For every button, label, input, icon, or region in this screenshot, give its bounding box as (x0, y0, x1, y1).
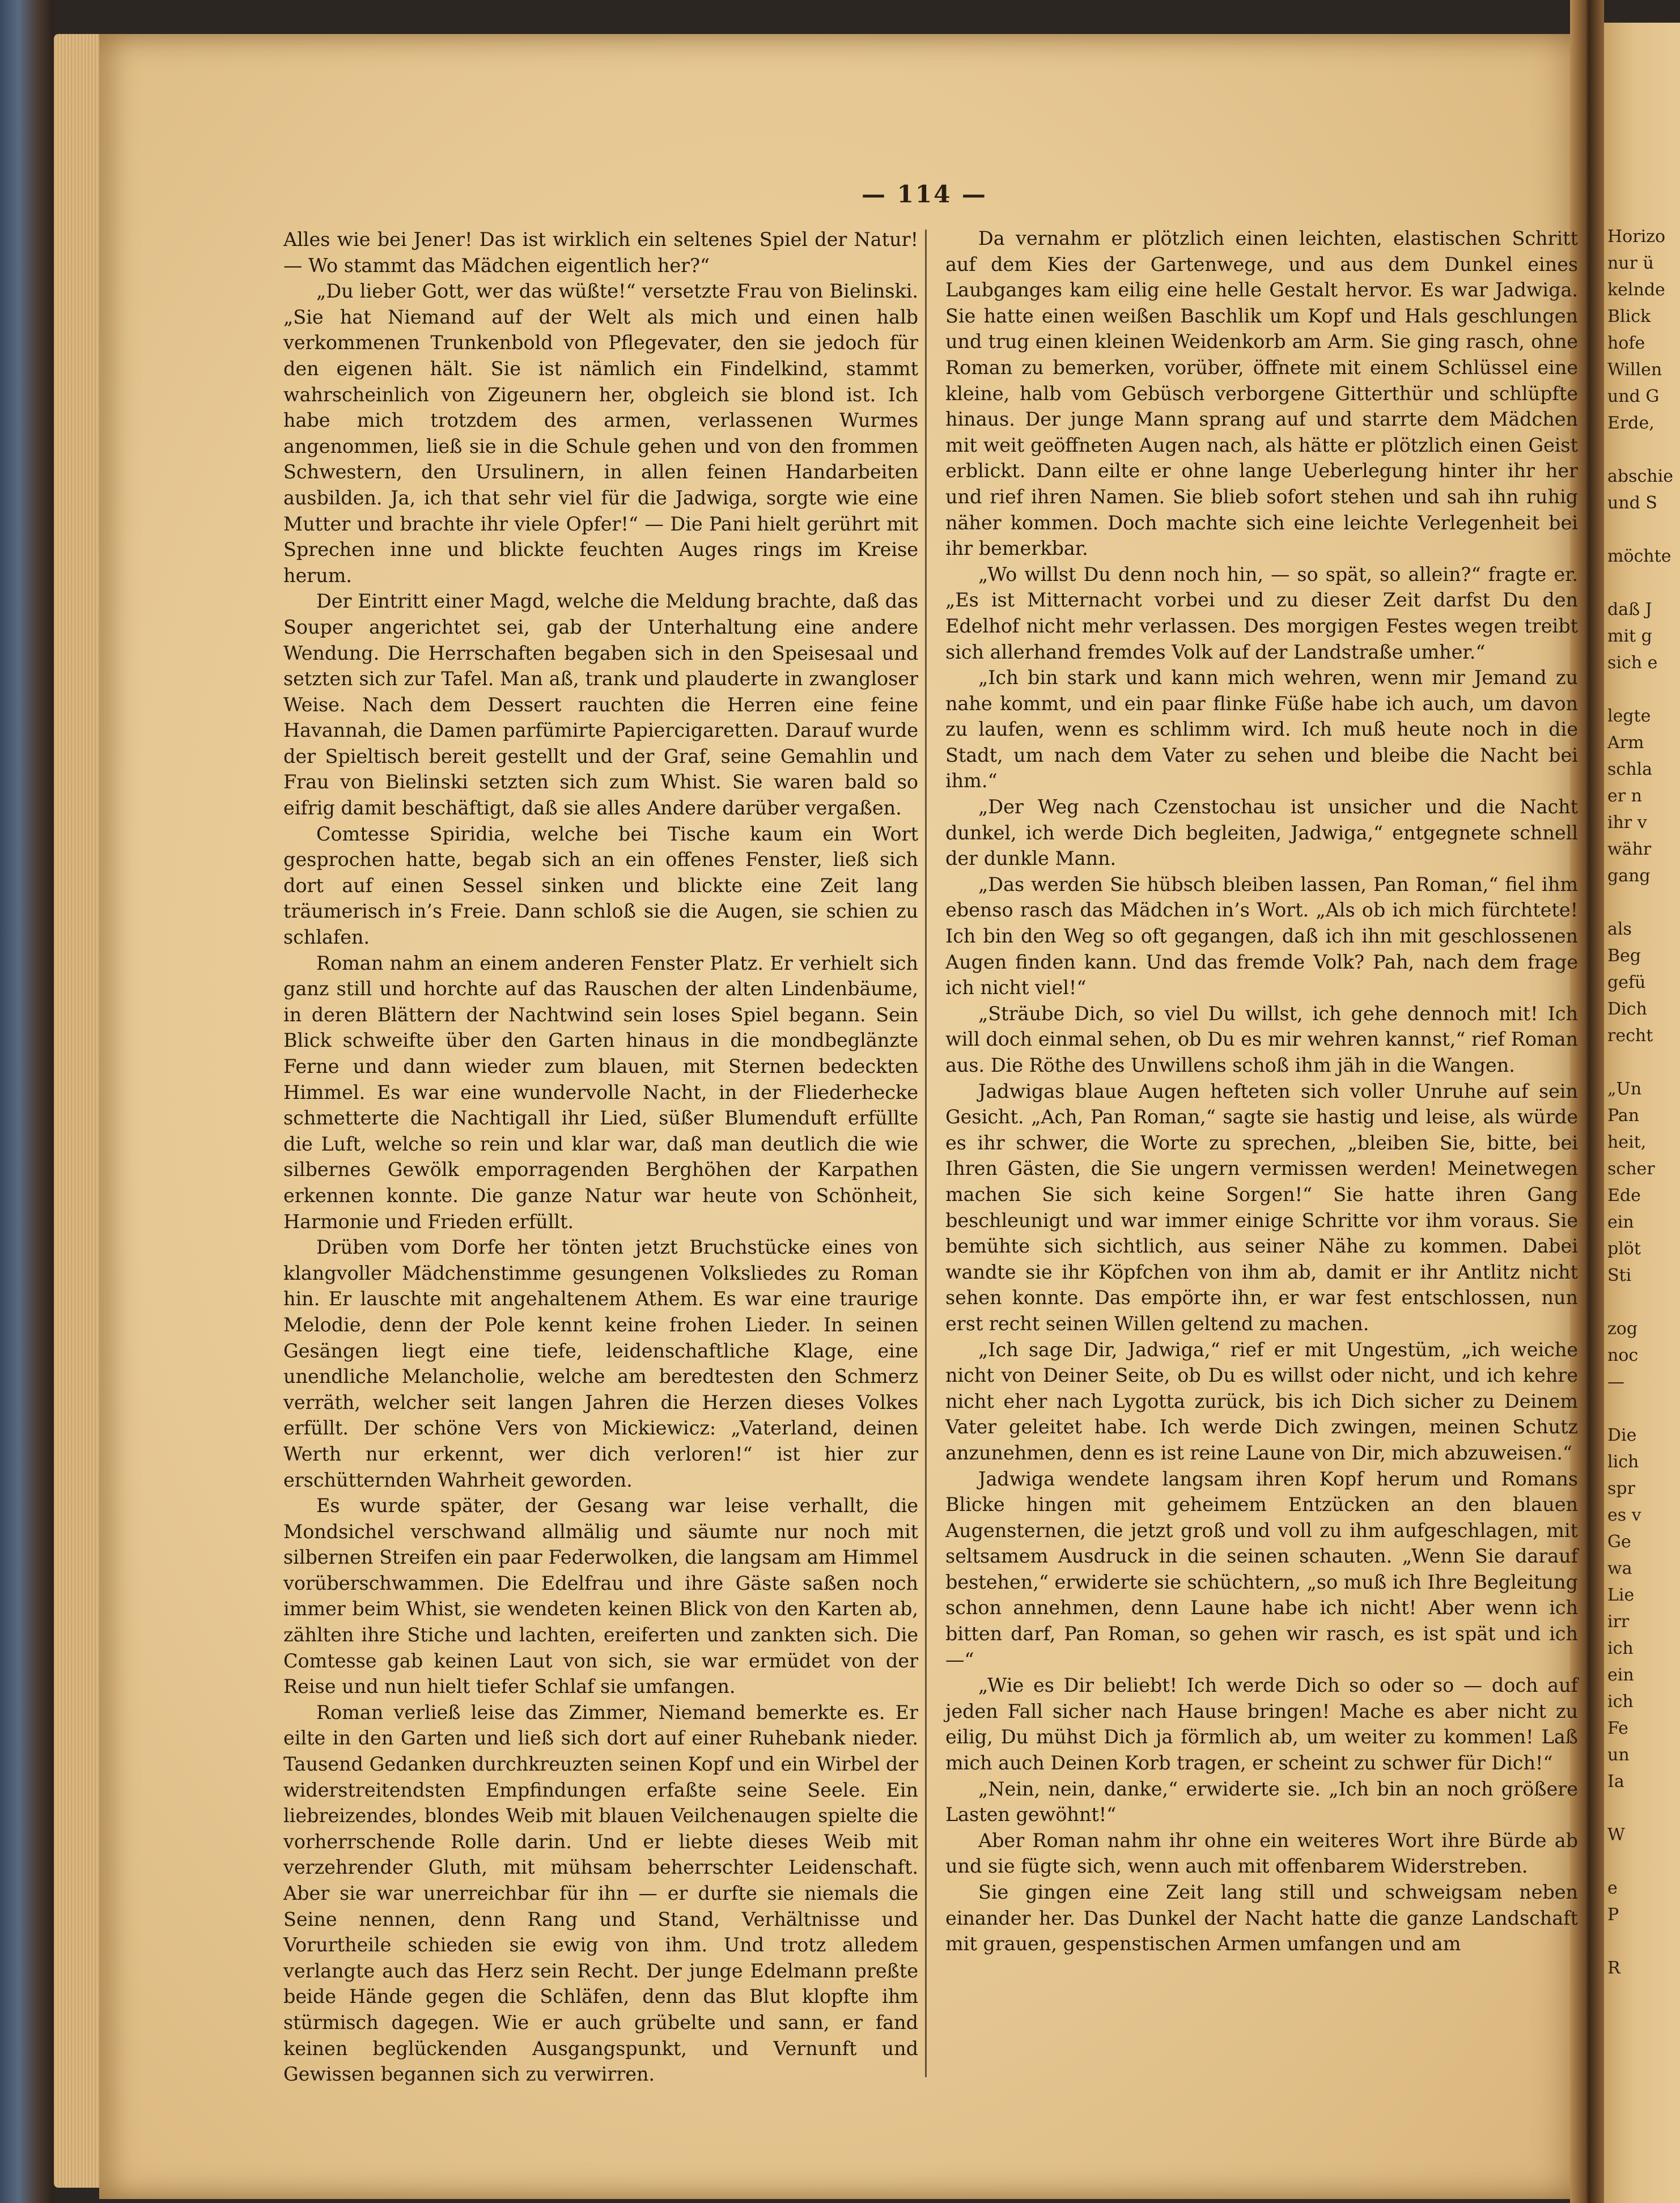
next-page-fragment: W (1607, 1825, 1625, 1845)
paragraph: Roman nahm an einem anderen Fenster Platz. Er verhielt sich ganz still und horchte auf das Rauschen der alten Lindenbäume, in deren Blättern der Nachtwind sein loses Spiel begann. Sein Blick schweifte über den Garten hinaus in die mondbeglänzte Ferne und dann wieder zum blauen, mit Sternen bedeckten Himmel. Es war eine wundervolle Nacht, in der Fliederhecke schmetterte die Nachtigall ihr Lied, süßer Blumenduft erfüllte die Luft, welche so rein und klar war, daß man deutlich die wie silbernes Gewölk emporragenden Berghöhen der Karpathen erkennen konnte. Die ganze Natur war heute von Schönheit, Harmonie und Frieden erfüllt. (283, 952, 918, 1233)
next-page-fragment: Blick (1607, 307, 1651, 326)
next-page-fragment: heit, (1607, 1132, 1647, 1152)
next-page-fragment: Dich (1607, 999, 1647, 1019)
next-page-fragment: ein (1607, 1665, 1634, 1685)
paragraph: „Sträube Dich, so viel Du willst, ich gehe dennoch mit! Ich will doch einmal sehen, ob Du es mir wehren kannst,“ rief Roman aus. Die Röthe des Unwillens schoß ihm jäh in die Wangen. (945, 1002, 1578, 1076)
next-page-fragment: Fe (1607, 1718, 1628, 1738)
next-page-fragment: Pan (1607, 1106, 1640, 1126)
next-page-fragment: wa (1607, 1559, 1632, 1578)
next-page-fragment: ihr v (1607, 813, 1647, 833)
next-page-fragment: plöt (1607, 1239, 1641, 1259)
next-page-fragment: gang (1607, 866, 1651, 886)
next-page-fragment: legte (1607, 706, 1651, 726)
next-page-fragment: es v (1607, 1505, 1641, 1525)
next-page-fragment: „Un (1607, 1079, 1642, 1099)
paragraph: Jadwiga wendete langsam ihren Kopf herum und Romans Blicke hingen mit geheimem Entzücken an den blauen Augensternen, die jetzt groß und voll zu ihm aufgeschlagen, mit seltsamem Ausdruck in die seinen schauten. „Wenn Sie darauf bestehen,“ erwiderte sie schüchtern, „so muß ich Ihre Begleitung schon annehmen, denn Laune habe ich nicht! Aber wenn ich bitten darf, Pan Roman, so gehen wir rasch, es ist spät und ich —“ (945, 1467, 1578, 1671)
paragraph: Roman verließ leise das Zimmer, Niemand bemerkte es. Er eilte in den Garten und ließ sich dort auf einer Ruhebank nieder. Tausend Gedanken durchkreuzten seinen Kopf und ein Wirbel der widerstreitendsten Empfindungen erfaßte seine Seele. Ein liebreizendes, blondes Weib mit blauen Veilchenaugen spielte die vorherrschende Rolle darin. Und er liebte dieses Weib mit verzehrender Gluth, mit mühsam beherrschter Leidenschaft. Aber sie war unerreichbar für ihn — er durfte sie niemals die Seine nennen, denn Rang und Stand, Verhältnisse und Vorurtheile schieden sie ewig von ihm. Und trotz alledem verlangte auch das Herz sein Recht. Der junge Edelmann preßte beide Hände gegen die Schläfen, denn das Blut klopfte ihm stürmisch dagegen. Wie er auch grübelte und sann, er fand keinen beglückenden Ausgangspunkt, und Vernunft und Gewissen begannen sich zu verwirren. (283, 1701, 918, 2086)
next-page-fragment: gefü (1607, 973, 1646, 992)
next-page-fragment: kelnde (1607, 280, 1665, 300)
next-page-fragment: hofe (1607, 333, 1645, 353)
next-page-fragment: noc (1607, 1345, 1639, 1365)
next-page-fragment: zog (1607, 1319, 1638, 1339)
paragraph: „Ich bin stark und kann mich wehren, wenn mir Jemand zu nahe kommt, und ein paar flinke Füße habe ich auch, um davon zu laufen, wenn es schlimm wird. Ich muß heute noch in die Stadt, um nach dem Vater zu sehen und bleibe die Nacht bei ihm.“ (945, 667, 1578, 792)
paragraph: „Das werden Sie hübsch bleiben lassen, Pan Roman,“ fiel ihm ebenso rasch das Mädchen in’s Wort. „Als ob ich mich fürchtete! Ich bin den Weg so oft gegangen, daß ich ihn mit geschlossenen Augen finden kann. Und das fremde Volk? Pah, nach dem frage ich nicht viel!“ (945, 873, 1578, 999)
next-page-fragment: Horizo (1607, 227, 1666, 247)
next-page-fragment: Die (1607, 1425, 1637, 1445)
next-page-fragment: scher (1607, 1159, 1655, 1179)
next-page-fragment: Ede (1607, 1186, 1641, 1206)
paragraph: „Du lieber Gott, wer das wüßte!“ versetzte Frau von Bielinski. „Sie hat Niemand auf der Welt als mich und einen halb verkommenen Trunkenbold von Pflegevater, den sie jedoch für den eigenen hält. Sie ist nämlich ein Findelkind, stammt wahrscheinlich von Zigeunern her, obgleich sie blond ist. Ich habe mich trotzdem des armen, verlassenen Wurmes angenommen, ließ sie in die Schule gehen und von den frommen Schwestern, den Ursulinern, in allen feinen Handarbeiten ausbilden. Ja, ich that sehr viel für die Jadwiga, sorgte wie eine Mutter und brachte ihr viele Opfer!“ — Die Pani hielt gerührt mit Sprechen inne und blickte feuchten Auges rings im Kreise herum. (283, 280, 918, 587)
next-page-fragment: möchte (1607, 546, 1671, 566)
next-page-fragment: Sti (1607, 1266, 1632, 1285)
next-page-fragment: als (1607, 919, 1632, 939)
next-page-fragment: Beg (1607, 946, 1641, 966)
next-page-edge (1604, 23, 1680, 2203)
next-page-fragment: — (1607, 1372, 1624, 1392)
next-page-fragment: daß J (1607, 600, 1652, 619)
right-column (945, 226, 1578, 1957)
next-page-fragment: e (1607, 1878, 1618, 1898)
next-page-fragment: Erde, (1607, 413, 1654, 433)
next-page-fragment: Ia (1607, 1772, 1624, 1792)
next-page-fragment: und S (1607, 493, 1657, 513)
next-page-fragment: Arm (1607, 733, 1644, 753)
paragraph: Der Eintritt einer Magd, welche die Meldung brachte, daß das Souper angerichtet sei, gab der Unterhaltung eine andere Wendung. Die Herrschaften begaben sich in den Speisesaal und setzten sich zur Tafel. Man aß, trank und plauderte in zwangloser Weise. Nach dem Dessert rauchten die Herren eine feine Havannah, die Damen parfümirte Papiercigaretten. Darauf wurde der Spieltisch bereit gestellt und der Graf, seine Gemahlin und Frau von Bielinski setzten sich zum Whist. Sie waren bald so eifrig damit beschäftigt, daß sie alles Andere darüber vergaßen. (283, 590, 918, 820)
paragraph: Da vernahm er plötzlich einen leichten, elastischen Schritt auf dem Kies der Gartenwege, und aus dem Dunkel eines Laubganges kam eilig eine helle Gestalt hervor. Es war Jadwiga. Sie hatte einen weißen Baschlik um Kopf und Hals geschlungen und trug einen kleinen Weidenkorb am Arm. Sie ging rasch, ohne Roman zu bemerken, vorüber, öffnete mit einem Schlüssel eine kleine, halb vom Gebüsch verborgene Gitterthür und schlüpfte hinaus. Der junge Mann sprang auf und starrte dem Mädchen mit weit geöffneten Augen nach, als hätte er plötzlich einen Geist erblickt. Dann eilte er ohne lange Ueberlegung hinter ihr her und rief ihren Namen. Sie blieb sofort stehen und sah ihn ruhig näher kommen. Doch machte sich eine leichte Verlegenheit bei ihr bemerkbar. (945, 227, 1578, 560)
next-page-fragment: nur ü (1607, 253, 1654, 273)
paragraph: Sie gingen eine Zeit lang still und schweigsam neben einander her. Das Dunkel der Nacht hatte die ganze Landschaft mit grauen, gespenstischen Armen umfangen und am (945, 1881, 1578, 1955)
next-page-fragment: und G (1607, 387, 1660, 406)
next-page-fragment: recht (1607, 1026, 1653, 1046)
left-column (283, 227, 918, 2087)
paragraph: „Ich sage Dir, Jadwiga,“ rief er mit Ungestüm, „ich weiche nicht von Deiner Seite, ob Du es willst oder nicht, und ich kehre nicht eher nach Lygotta zurück, bis ich Dich sicher zu Deinem Vater geleitet habe. Ich werde Dich zwingen, meinen Schutz anzunehmen, denn es ist reine Laune von Dir, mich abzuweisen.“ (945, 1338, 1578, 1464)
paragraph: Drüben vom Dorfe her tönten jetzt Bruchstücke eines von klangvoller Mädchenstimme gesungenen Volksliedes zu Roman hin. Er lauschte mit angehaltenem Athem. Es war eine traurige Melodie, denn der Pole kennt keine frohen Lieder. In seinen Gesängen liegt eine tiefe, leidenschaftliche Klage, eine unendliche Melancholie, welche am beredtesten den Schmerz verräth, welcher seit langen Jahren die Herzen dieses Volkes erfüllt. Der schöne Vers von Mickiewicz: „Vaterland, deinen Werth nur erkennt, wer dich verloren!“ ist hier zur erschütternden Wahrheit geworden. (283, 1236, 918, 1491)
paragraph: Jadwigas blaue Augen hefteten sich voller Unruhe auf sein Gesicht. „Ach, Pan Roman,“ sagte sie hastig und leise, als würde es ihr schwer, die Worte zu sprechen, „bleiben Sie, bitte, bei Ihren Gästen, die Sie ungern vermissen werden! Meinetwegen machen Sie sich keine Sorgen!“ Sie hatte ihren Gang beschleunigt und war immer einige Schritte vor ihm voraus. Sie bemühte sich sichtlich, aus seiner Nähe zu kommen. Dabei wandte sie ihr Köpfchen von ihm ab, damit er ihr Antlitz nicht sehen konnte. Das empörte ihn, er war fest entschlossen, nun erst recht seinen Willen geltend zu machen. (945, 1080, 1578, 1335)
next-page-fragment: R (1607, 1958, 1620, 1978)
next-page-fragment: P (1607, 1905, 1619, 1925)
next-page-fragment: Ge (1607, 1532, 1631, 1552)
next-page-fragment: irr (1607, 1612, 1630, 1632)
next-page-fragment: mit g (1607, 626, 1652, 646)
next-page-fragment: währ (1607, 839, 1652, 859)
paragraph: „Nein, nein, danke,“ erwiderte sie. „Ich bin an noch größere Lasten gewöhnt!“ (945, 1777, 1578, 1826)
paragraph: Alles wie bei Jener! Das ist wirklich ein seltenes Spiel der Natur! — Wo stammt das Mädchen eigentlich her?“ (283, 228, 918, 277)
next-page-fragment: abschie (1607, 466, 1673, 486)
column-divider (925, 230, 927, 2077)
next-page-fragment: ich (1607, 1692, 1634, 1712)
next-page-fragment: Willen (1607, 360, 1662, 380)
next-page-fragment: Lie (1607, 1585, 1635, 1605)
next-page-fragment: lich (1607, 1452, 1639, 1472)
page-number: — 114 — (862, 180, 987, 208)
paragraph: „Wie es Dir beliebt! Ich werde Dich so oder so — doch auf jeden Fall sicher nach Hause bringen! Mache es aber nicht zu eilig, Du mühst Dich ja förmlich ab, um weiter zu kommen! Laß mich auch Deinen Korb tragen, er scheint zu schwer für Dich!“ (945, 1674, 1578, 1775)
book-spine (0, 0, 54, 2203)
next-page-fragment: schla (1607, 759, 1652, 779)
next-page-fragment: un (1607, 1745, 1630, 1765)
next-page-fragment: sich e (1607, 653, 1658, 673)
paragraph: Comtesse Spiridia, welche bei Tische kaum ein Wort gesprochen hatte, begab sich an ein offenes Fenster, ließ sich dort auf einen Sessel sinken und blickte eine Zeit lang träumerisch in’s Freie. Dann schloß sie die Augen, sie schien zu schlafen. (283, 822, 918, 949)
paragraph: Es wurde später, der Gesang war leise verhallt, die Mondsichel verschwand allmälig und säumte nur noch mit silbernen Streifen ein paar Federwolken, die langsam am Himmel vorüberschwammen. Die Edelfrau und ihre Gäste saßen noch immer beim Whist, sie wendeten keinen Blick von den Karten ab, zählten ihre Stiche und lachten, ereiferten und zankten sich. Die Comtesse gab keinen Laut von sich, sie war ermüdet von der Reise und nun hielt tiefer Schlaf sie umfangen. (283, 1495, 918, 1698)
page-edges (54, 34, 99, 2188)
paragraph: „Wo willst Du denn noch hin, — so spät, so allein?“ fragte er. „Es ist Mitternacht vorbei und zu dieser Zeit darfst Du den Edelhof nicht mehr verlassen. Des morgigen Festes wegen treibt sich allerhand fremdes Volk auf der Landstraße umher.“ (945, 563, 1578, 663)
next-page-fragment: ich (1607, 1639, 1634, 1658)
paragraph: Aber Roman nahm ihr ohne ein weiteres Wort ihre Bürde ab und sie fügte sich, wenn auch mit offenbarem Widerstreben. (945, 1829, 1578, 1878)
next-page-fragment: ein (1607, 1212, 1634, 1232)
next-page-fragment: er n (1607, 786, 1642, 806)
next-page-fragment: spr (1607, 1479, 1635, 1499)
paragraph: „Der Weg nach Czenstochau ist unsicher und die Nacht dunkel, ich werde Dich begleiten, Jadwiga,“ entgegnete schnell der dunkle Mann. (945, 796, 1578, 870)
